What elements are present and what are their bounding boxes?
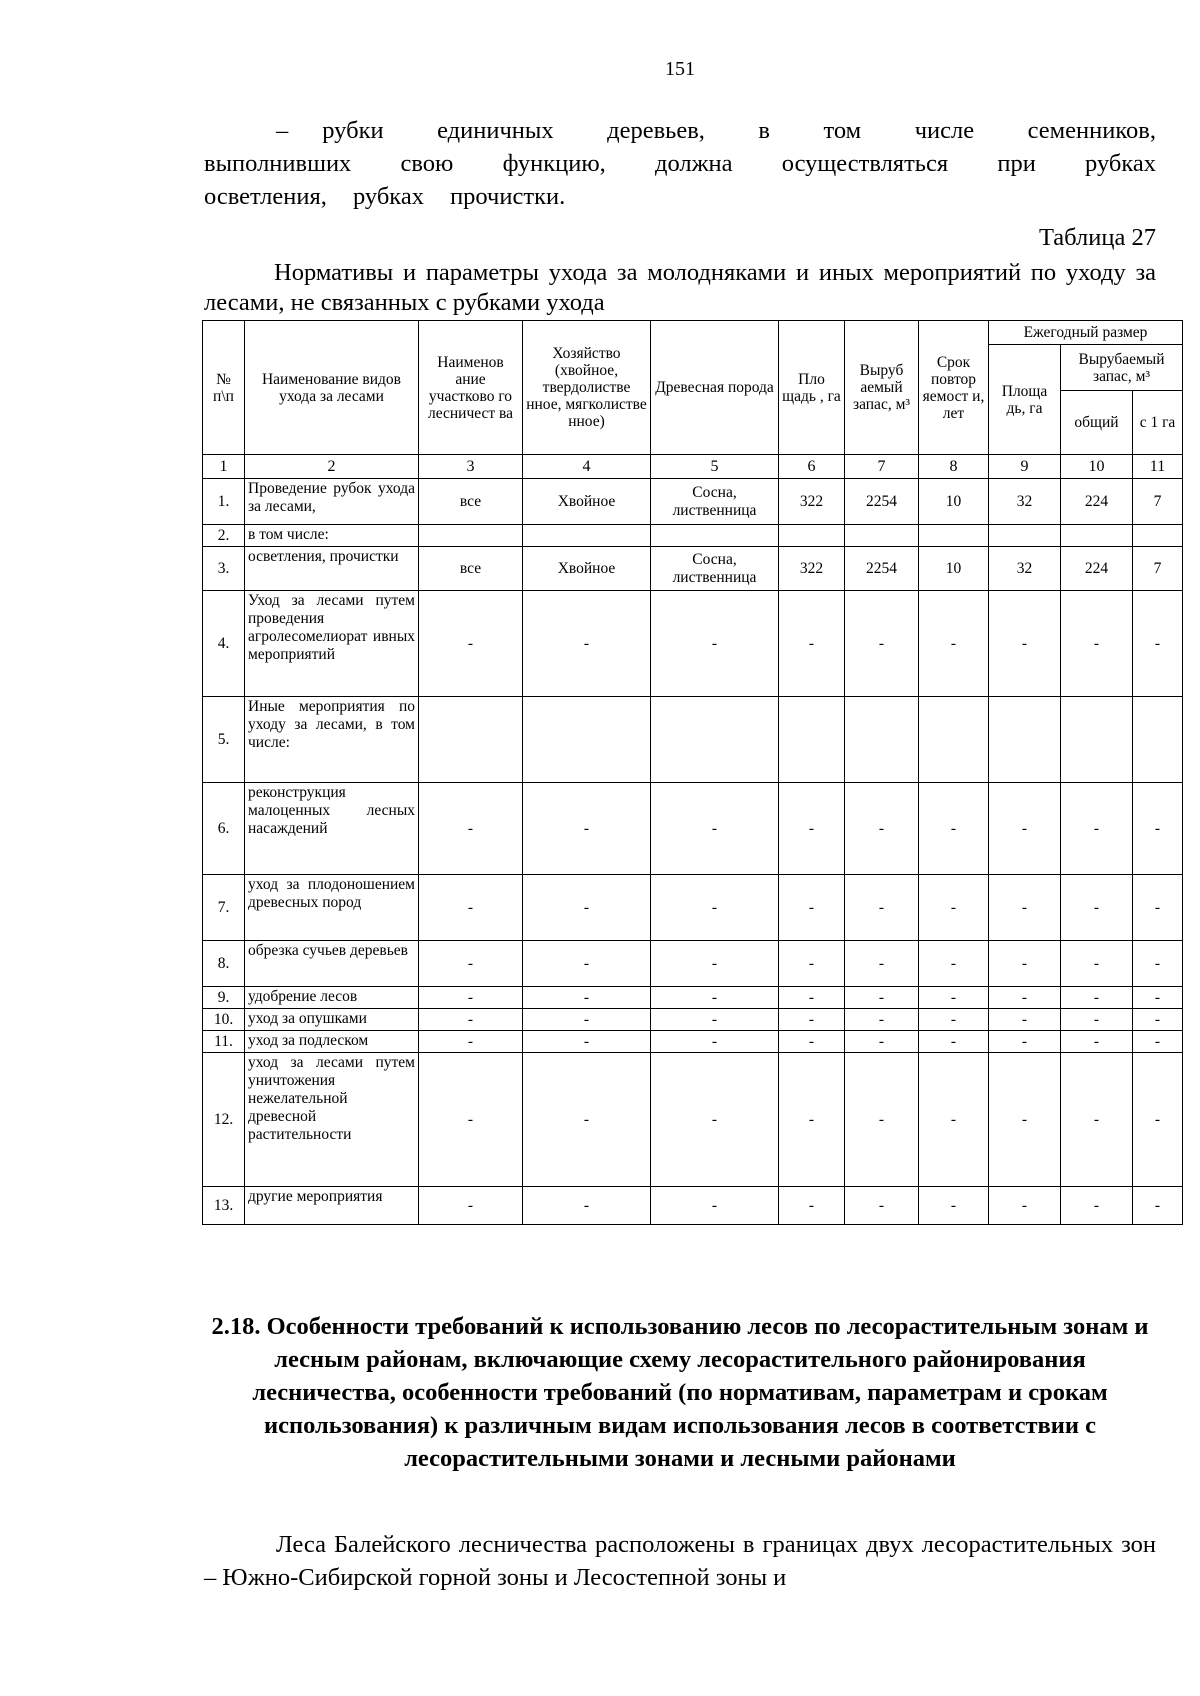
row-value: - <box>1133 591 1183 697</box>
row-value: - <box>1061 1053 1133 1187</box>
row-value: все <box>419 479 523 525</box>
row-value: - <box>845 1053 919 1187</box>
row-value <box>779 525 845 547</box>
row-value: - <box>779 591 845 697</box>
row-value: - <box>779 1187 845 1225</box>
row-value: 7 <box>1133 479 1183 525</box>
row-value: - <box>523 1009 651 1031</box>
row-value: - <box>989 941 1061 987</box>
header-district: Наименов ание участково го лесничест ва <box>419 321 523 455</box>
row-value: - <box>651 1053 779 1187</box>
page-number: 151 <box>665 58 695 80</box>
table-row <box>203 547 1183 591</box>
row-care-type: Иные мероприятия по уходу за лесами, в том числе: <box>245 697 419 783</box>
row-value: - <box>1133 1053 1183 1187</box>
row-number: 6. <box>203 783 245 875</box>
table-row <box>203 987 1183 1009</box>
row-value <box>651 525 779 547</box>
column-number: 5 <box>651 455 779 479</box>
row-value: 2254 <box>845 547 919 591</box>
row-value <box>845 697 919 783</box>
row-care-type: Уход за лесами путем проведения агролесомелиорат ивных мероприятий <box>245 591 419 697</box>
row-value: - <box>919 783 989 875</box>
row-value: - <box>989 1009 1061 1031</box>
row-care-type: обрезка сучьев деревьев <box>245 941 419 987</box>
row-value: - <box>651 1187 779 1225</box>
row-care-type: уход за подлеском <box>245 1031 419 1053</box>
row-value: - <box>1061 591 1133 697</box>
row-value <box>779 697 845 783</box>
row-value: - <box>989 875 1061 941</box>
row-value: - <box>779 1053 845 1187</box>
table-row <box>203 479 1183 525</box>
row-care-type: в том числе: <box>245 525 419 547</box>
row-value: - <box>919 1009 989 1031</box>
row-value <box>419 697 523 783</box>
row-value: - <box>1133 875 1183 941</box>
row-value: - <box>419 875 523 941</box>
row-value: 224 <box>1061 479 1133 525</box>
row-value <box>989 697 1061 783</box>
row-value: - <box>919 591 989 697</box>
row-value: 2254 <box>845 479 919 525</box>
header-annual-total: общий <box>1061 391 1133 455</box>
table-row <box>203 1009 1183 1031</box>
table-row <box>203 1053 1183 1187</box>
column-number-row <box>203 455 1183 479</box>
row-value <box>1061 697 1133 783</box>
row-care-type: уход за лесами путем уничтожения нежелательной древесной растительности <box>245 1053 419 1187</box>
row-value: 10 <box>919 547 989 591</box>
row-care-type: удобрение лесов <box>245 987 419 1009</box>
care-standards-table <box>202 320 1183 1225</box>
row-number: 4. <box>203 591 245 697</box>
row-value: - <box>845 591 919 697</box>
row-number: 1. <box>203 479 245 525</box>
table-row <box>203 591 1183 697</box>
row-care-type: уход за плодоношением древесных пород <box>245 875 419 941</box>
table-row <box>203 1031 1183 1053</box>
row-number: 7. <box>203 875 245 941</box>
header-area: Пло щадь , га <box>779 321 845 455</box>
table-body <box>203 455 1183 1225</box>
column-number: 10 <box>1061 455 1133 479</box>
row-value <box>919 697 989 783</box>
header-annual-size: Ежегодный размер <box>989 321 1183 345</box>
table-row <box>203 697 1183 783</box>
row-number: 12. <box>203 1053 245 1187</box>
row-value: - <box>523 1053 651 1187</box>
row-value: - <box>919 1031 989 1053</box>
header-repeat-period: Срок повтор яемост и, лет <box>919 321 989 455</box>
table-row <box>203 875 1183 941</box>
table-row <box>203 1187 1183 1225</box>
row-value: - <box>419 1009 523 1031</box>
column-number: 2 <box>245 455 419 479</box>
row-value: 322 <box>779 479 845 525</box>
table-row <box>203 941 1183 987</box>
row-value: - <box>845 875 919 941</box>
table-number: Таблица 27 <box>1038 224 1156 251</box>
row-value: - <box>523 783 651 875</box>
row-value: - <box>523 941 651 987</box>
row-value: - <box>1061 941 1133 987</box>
section-heading: 2.18. Особенности требований к использованию лесов по лесорастительным зонам и лесным районам, включающие схему лесорастительного районирования лесничества, особенности требований (по нормативам, параметрам и срокам использования) к различным видам использования лесов в соответствии с лесорастительными зонами и лесными районами <box>211 1313 1149 1472</box>
row-value: - <box>1061 875 1133 941</box>
row-value: Сосна, лиственница <box>651 479 779 525</box>
row-value <box>919 525 989 547</box>
row-value: 322 <box>779 547 845 591</box>
row-value <box>419 525 523 547</box>
row-care-type: реконструкция малоценных лесных насаждений <box>245 783 419 875</box>
row-value: - <box>523 591 651 697</box>
row-value: - <box>845 941 919 987</box>
row-value: - <box>419 591 523 697</box>
intro-text: рубки единичных деревьев, в том числе семенников, выполнивших свою функцию, должна осуществляться при рубках осветления, рубках прочистки. <box>204 117 1156 210</box>
row-value: - <box>845 987 919 1009</box>
row-value: 7 <box>1133 547 1183 591</box>
row-value: - <box>1061 1187 1133 1225</box>
row-value: - <box>419 1053 523 1187</box>
header-care-type: Наименование видов ухода за лесами <box>245 321 419 455</box>
table-row <box>203 525 1183 547</box>
row-value: - <box>919 987 989 1009</box>
row-value: 10 <box>919 479 989 525</box>
header-species: Древесная порода <box>651 321 779 455</box>
header-annual-area: Площа дь, га <box>989 345 1061 455</box>
row-value: - <box>779 1009 845 1031</box>
row-value: - <box>845 783 919 875</box>
row-value: - <box>651 1009 779 1031</box>
header-harvest-volume: Выруб аемый запас, м³ <box>845 321 919 455</box>
row-number: 2. <box>203 525 245 547</box>
row-value: - <box>1061 987 1133 1009</box>
row-value <box>989 525 1061 547</box>
row-value: - <box>651 591 779 697</box>
row-value: все <box>419 547 523 591</box>
row-value <box>523 525 651 547</box>
row-number: 8. <box>203 941 245 987</box>
row-value: - <box>651 875 779 941</box>
row-number: 9. <box>203 987 245 1009</box>
row-value: - <box>419 1187 523 1225</box>
row-value: Хвойное <box>523 547 651 591</box>
row-value: - <box>989 591 1061 697</box>
row-value: - <box>1133 1187 1183 1225</box>
row-care-type: уход за опушками <box>245 1009 419 1031</box>
row-value: - <box>845 1187 919 1225</box>
row-number: 5. <box>203 697 245 783</box>
row-value: - <box>651 987 779 1009</box>
column-number: 1 <box>203 455 245 479</box>
row-value: - <box>1061 1009 1133 1031</box>
column-number: 9 <box>989 455 1061 479</box>
row-value: - <box>1133 783 1183 875</box>
row-value: - <box>523 875 651 941</box>
row-value: - <box>419 783 523 875</box>
row-number: 11. <box>203 1031 245 1053</box>
row-value: - <box>1061 1031 1133 1053</box>
row-value: - <box>1133 987 1183 1009</box>
column-number: 7 <box>845 455 919 479</box>
row-value: - <box>989 1031 1061 1053</box>
row-value: 32 <box>989 547 1061 591</box>
row-value: Хвойное <box>523 479 651 525</box>
row-value: 224 <box>1061 547 1133 591</box>
row-value: - <box>419 987 523 1009</box>
row-value <box>523 697 651 783</box>
row-value: - <box>919 941 989 987</box>
row-care-type: осветления, прочистки <box>245 547 419 591</box>
row-value: - <box>651 941 779 987</box>
row-value: - <box>1133 941 1183 987</box>
row-value: - <box>1133 1031 1183 1053</box>
table-title: Нормативы и параметры ухода за молодняками и иных мероприятий по уходу за лесами, не связанных с рубками ухода <box>204 259 1156 316</box>
column-number: 11 <box>1133 455 1183 479</box>
row-value: - <box>523 1031 651 1053</box>
row-value: - <box>419 941 523 987</box>
header-economy: Хозяйство (хвойное, твердолистве нное, мягколистве нное) <box>523 321 651 455</box>
row-value <box>1133 525 1183 547</box>
row-value: - <box>779 1031 845 1053</box>
row-value: - <box>779 783 845 875</box>
row-value: - <box>523 987 651 1009</box>
row-value: - <box>779 987 845 1009</box>
row-value <box>1061 525 1133 547</box>
row-value: - <box>779 941 845 987</box>
intro-paragraph <box>204 114 1156 213</box>
row-value: - <box>989 1053 1061 1187</box>
column-number: 4 <box>523 455 651 479</box>
row-number: 13. <box>203 1187 245 1225</box>
row-value: - <box>1061 783 1133 875</box>
row-value <box>845 525 919 547</box>
row-value <box>1133 697 1183 783</box>
row-value: - <box>845 1009 919 1031</box>
header-annual-harvest: Вырубаемый запас, м³ <box>1061 345 1183 391</box>
intro-dash: – <box>276 117 289 144</box>
header-annual-per-ha: с 1 га <box>1133 391 1183 455</box>
row-value: - <box>919 1053 989 1187</box>
row-value: - <box>989 1187 1061 1225</box>
row-value: - <box>651 783 779 875</box>
row-value: - <box>523 1187 651 1225</box>
row-value: - <box>989 783 1061 875</box>
row-value: - <box>419 1031 523 1053</box>
row-value: - <box>845 1031 919 1053</box>
column-number: 6 <box>779 455 845 479</box>
closing-paragraph: Леса Балейского лесничества расположены в границах двух лесорастительных зон – Южно-Сибирской горной зоны и Лесостепной зоны и <box>204 1531 1156 1591</box>
row-value: Сосна, лиственница <box>651 547 779 591</box>
row-value: - <box>651 1031 779 1053</box>
column-number: 8 <box>919 455 989 479</box>
table-row <box>203 783 1183 875</box>
row-value: - <box>779 875 845 941</box>
row-number: 10. <box>203 1009 245 1031</box>
row-value: - <box>919 1187 989 1225</box>
header-number: № п\п <box>203 321 245 455</box>
row-care-type: Проведение рубок ухода за лесами, <box>245 479 419 525</box>
row-number: 3. <box>203 547 245 591</box>
row-value: - <box>989 987 1061 1009</box>
row-value: 32 <box>989 479 1061 525</box>
row-value: - <box>919 875 989 941</box>
row-care-type: другие мероприятия <box>245 1187 419 1225</box>
row-value <box>651 697 779 783</box>
row-value: - <box>1133 1009 1183 1031</box>
column-number: 3 <box>419 455 523 479</box>
